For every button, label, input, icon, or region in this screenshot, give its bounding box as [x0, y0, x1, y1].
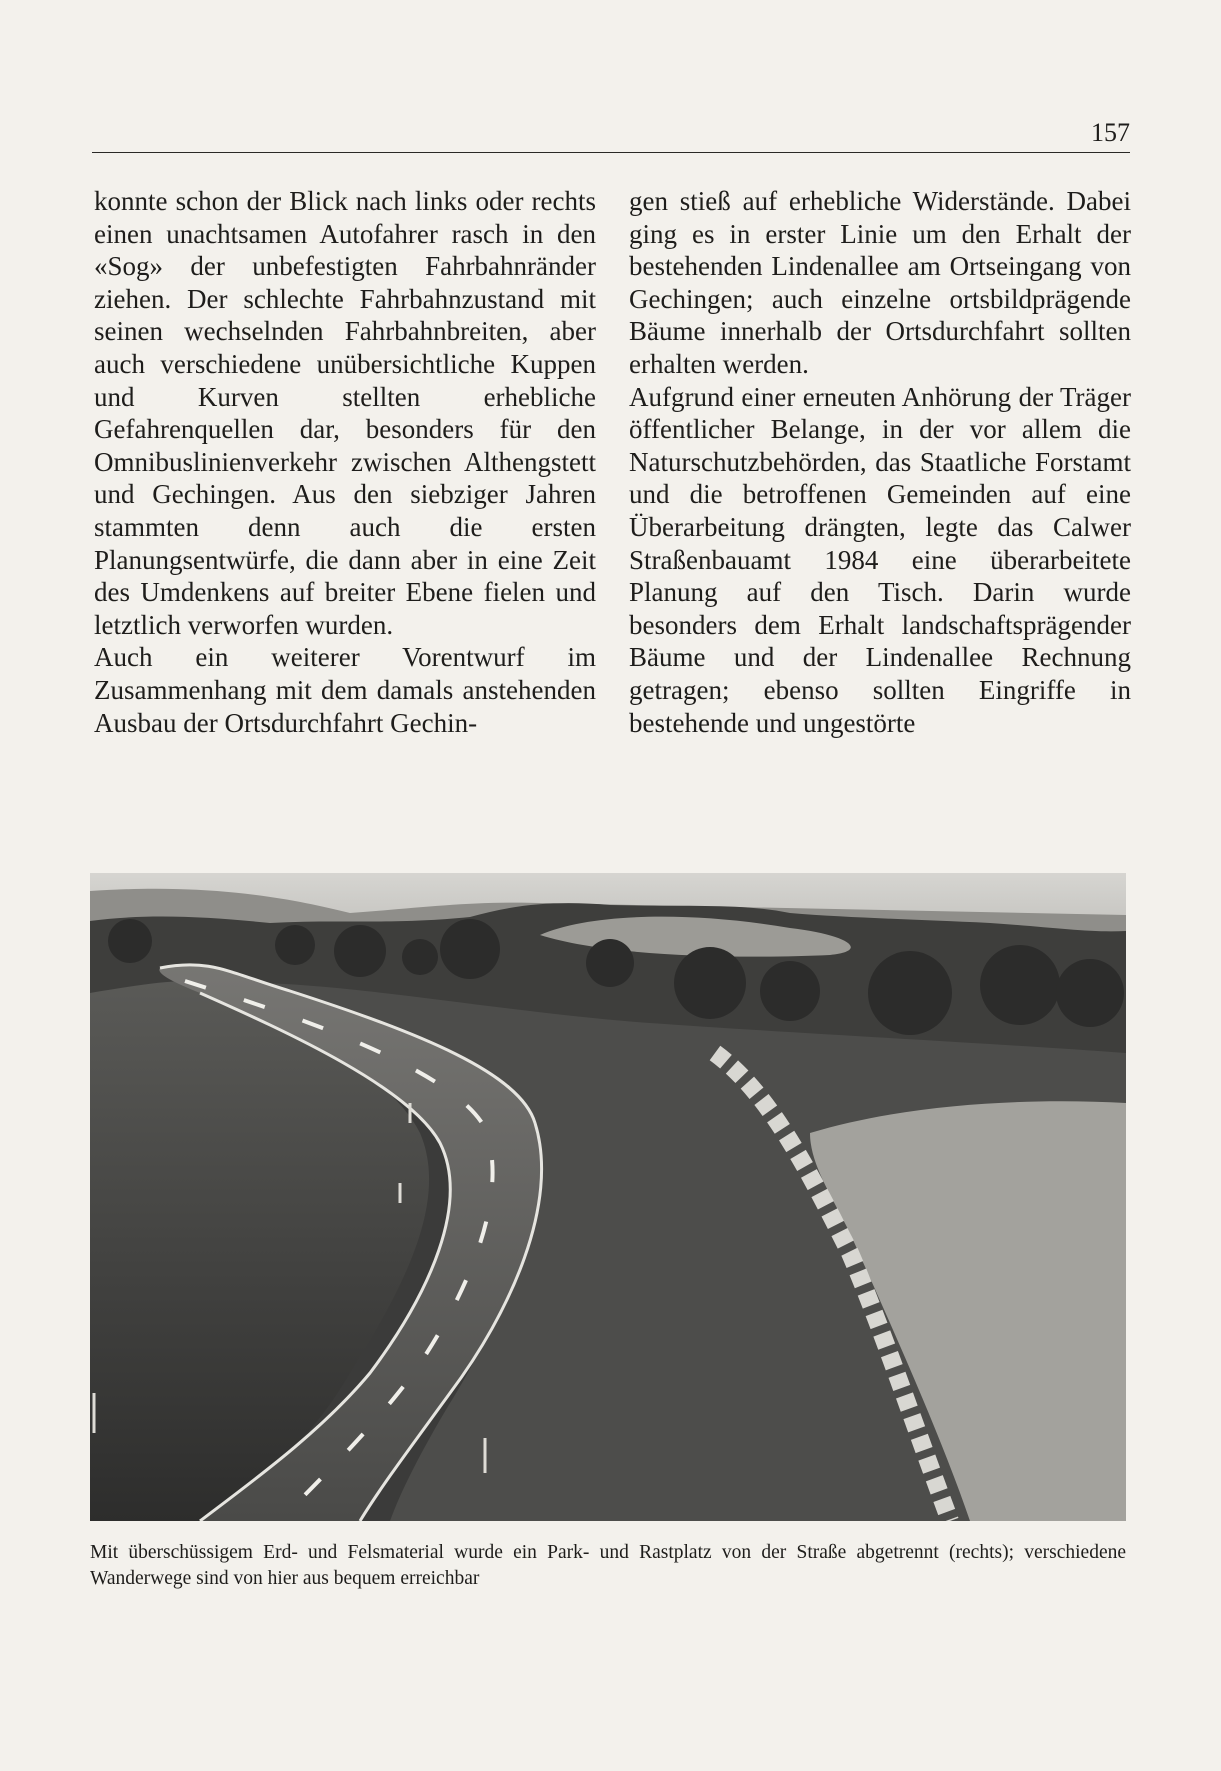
paragraph: konnte schon der Blick nach links oder rechts einen unachtsamen Autofahrer rasch in den «Sog» der unbefestigten Fahrbahnränder ziehen. Der schlechte Fahrbahnzustand mit seinen wechselnden Fahrbahnbreiten, aber auch verschiedene unübersichtliche Kuppen und Kurven stellten erhebliche Gefahrenquellen dar, besonders für den Omnibuslinienverkehr zwischen Althengstett und Gechingen. Aus den siebziger Jahren stammten denn auch die ersten Planungsentwürfe, die dann aber in eine Zeit des Umdenkens auf breiter Ebene fielen und letztlich verworfen wurden.: [94, 186, 596, 640]
text-column-left: [94, 185, 596, 739]
paragraph: Aufgrund einer erneuten Anhörung der Träger öffentlicher Belange, in der vor allem die Naturschutzbehörden, das Staatliche Forstamt und die betroffenen Gemeinden auf eine Überarbeitung drängten, legte das Calwer Straßenbauamt 1984 eine überarbeitete Planung auf den Tisch. Darin wurde besonders dem Erhalt landschaftsprägender Bäume und der Lindenallee Rechnung getragen; ebenso sollten Eingriffe in bestehende und ungestörte: [629, 381, 1131, 738]
page-number: 157: [1091, 118, 1130, 147]
paragraph: Auch ein weiterer Vorentwurf im Zusammenhang mit dem damals anstehenden Ausbau der Ortsdurchfahrt Gechin-: [94, 642, 596, 738]
header-rule: [92, 152, 1130, 153]
figure-caption: Mit überschüssigem Erd- und Felsmaterial wurde ein Park- und Rastplatz von der Straße abgetrennt (rechts); verschiedene Wanderwege sind von hier aus bequem erreichbar: [90, 1542, 1126, 1589]
paragraph: gen stieß auf erhebliche Widerstände. Dabei ging es in erster Linie um den Erhalt der bestehenden Lindenallee am Ortseingang von Gechingen; auch einzelne ortsbildprägende Bäume innerhalb der Ortsdurchfahrt sollten erhalten werden.: [629, 186, 1131, 379]
text-column-right: [629, 185, 1131, 739]
landscape-photo: [90, 873, 1126, 1521]
road-landscape-illustration: [90, 873, 1126, 1521]
